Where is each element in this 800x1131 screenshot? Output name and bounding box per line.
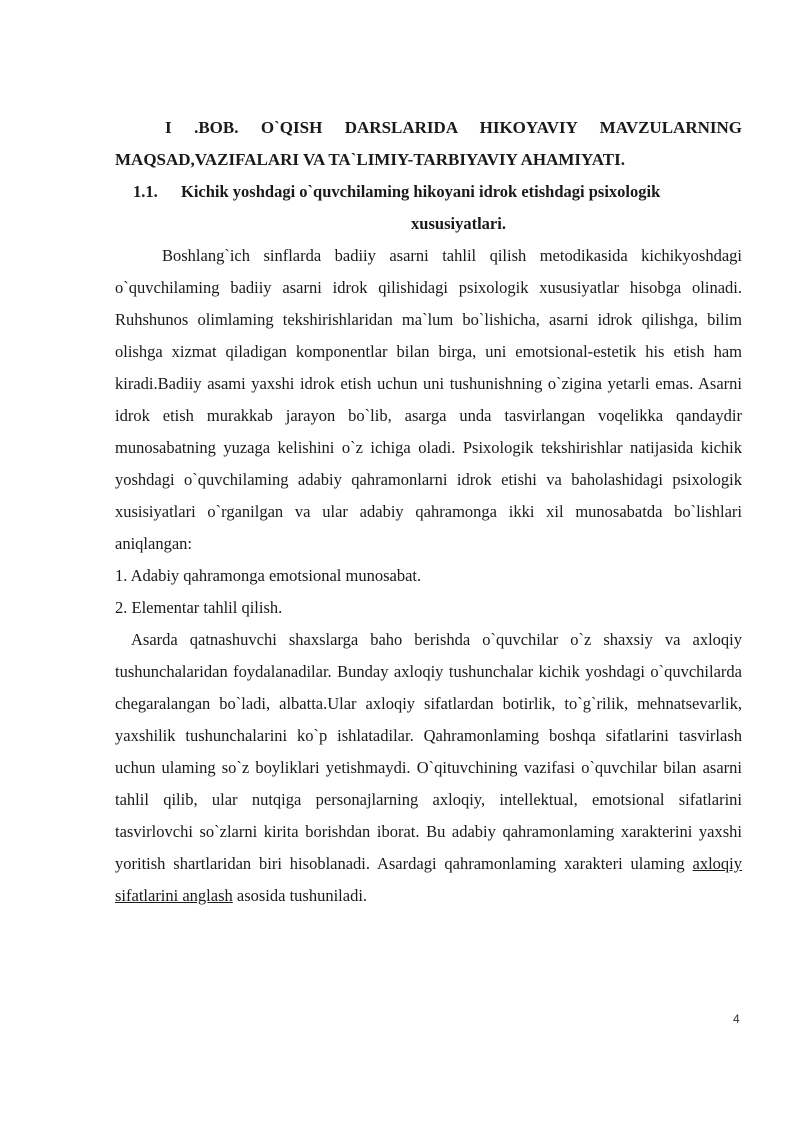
list-item-2: 2. Elementar tahlil qilish. [115,598,283,617]
chapter-heading-line2: MAQSAD,VAZIFALARI VA TA`LIMIY-TARBIYAVIY AHAMIYATI. [115,150,625,169]
list-item-1: 1. Adabiy qahramonga emotsional munosabat. [115,566,422,585]
section-title-line1: Kichik yoshdagi o`quvchilaming hikoyani idrok etishdagi psixologik [181,182,661,201]
document-page [115,112,742,912]
section-heading-line1 [115,176,742,208]
paragraph-2-ending: asosida tushuniladi. [232,886,368,905]
section-number: 1.1. [133,182,158,201]
paragraph-1: Boshlang`ich sinflarda badiiy asarni tahlil qilish metodikasida kichikyoshdagi o`quvchilaming badiiy asarni idrok qilishidagi psixologik xususiyatlar hisobga olinadi. Ruhshunos olimlaming tekshirishlaridan ma`lum bo`lishicha, asarni idrok qilishga, bilim olishga xizmat qiladigan komponentlar bilan birga, uni emotsional-estetik his etish ham kiradi.Badiiy asami yaxshi idrok etish uchun uni tushunishning o`zigina yetarli emas. Asarni idrok etish murakkab jarayon bo`lib, asarga unda tasvirlangan voqelikka qandaydir munosabatning yuzaga kelishini o`z ichiga oladi. Psixologik tekshirishlar natijasida kichik yoshdagi o`quvchilaming adabiy qahramonlarni idrok etishi va baholashidagi psixologik xusisiyatlari o`rganilgan va ular adabiy qahramonga ikki xil munosabatda bo`lishlari aniqlangan: [115,246,742,553]
section-heading [115,176,742,240]
page-number: 4 [733,1012,740,1026]
section-title-line2: xususiyatlari. [411,214,506,233]
paragraph-2-text: Asarda qatnashuvchi shaxslarga baho berishda o`quvchilar o`z shaxsiy va axloqiy tushunchalaridan foydalanadilar. Bunday axloqiy tushunchalar kichik yoshdagi o`quvchilarda chegaralangan bo`ladi, albatta.Ular axloqiy sifatlardan botirlik, to`g`rilik, mehnatsevarlik, yaxshilik tushunchalarini ko`p ishlatadilar. Qahramonlaming boshqa sifatlarini tasvirlash uchun ulaming so`z boyliklari yetishmaydi. O`qituvchining vazifasi o`quvchilar bilan asarni tahlil qilib, ular nutqiga personajlarning axloqiy, intellektual, emotsional sifatlarini tasvirlovchi so`zlarni kirita borishdan iborat. Bu adabiy qahramonlaming xarakterini yaxshi yoritish shartlaridan biri hisoblanadi. Asardagi qahramonlaming xarakteri ulaming [115,630,742,873]
chapter-heading [115,112,742,176]
underlined-phrase: axloqiy sifatlarini anglash [115,854,743,905]
paragraph-2 [115,624,742,912]
chapter-heading-line1: I .BOB. O`QISH DARSLARIDA HIKOYAVIY MAVZULARNING [165,118,742,137]
